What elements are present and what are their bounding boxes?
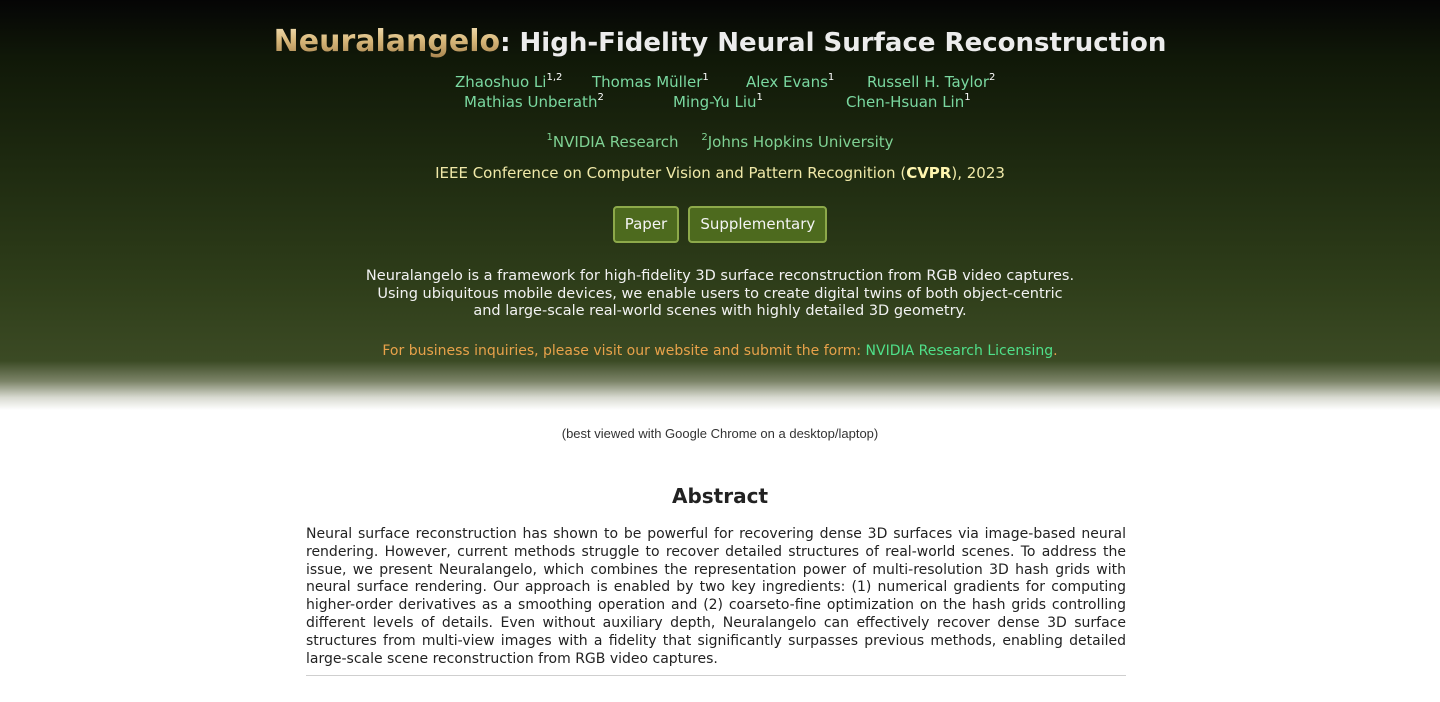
author-link-zhaoshuo-li[interactable]: Zhaoshuo Li$^{1,2}$: [455, 72, 563, 91]
title-rest: : High-Fidelity Neural Surface Reconstruction: [500, 28, 1167, 58]
venue-line: IEEE Conference on Computer Vision and Pattern Recognition (CVPR), 2023: [435, 164, 1005, 182]
author-link-russell-taylor[interactable]: Russell H. Taylor$^2$: [867, 72, 996, 91]
description-line: Neuralangelo is a framework for high-fidelity 3D surface reconstruction from RGB video captures.: [365, 268, 1075, 284]
description-line: and large-scale real-world scenes with highly detailed 3D geometry.: [473, 303, 967, 319]
project-description: [0, 268, 1440, 321]
author-link-ming-yu-liu[interactable]: Ming-Yu Liu$^1$: [673, 92, 763, 111]
author-link-chen-hsuan-lin[interactable]: Chen-Hsuan Lin$^1$: [846, 92, 971, 111]
author-link-alex-evans[interactable]: Alex Evans$^1$: [746, 72, 835, 91]
licensing-link[interactable]: NVIDIA Research Licensing: [865, 343, 1054, 359]
link-buttons: [0, 206, 1440, 243]
affiliations: [0, 133, 1440, 151]
abstract-text: Neural surface reconstruction has shown to be powerful for recovering dense 3D surfaces via image-based neural rendering. However, current methods struggle to recover detailed structures of real-world scenes. To address the issue, we present Neuralangelo, which combines the representation power of multi-resolution 3D hash grids with neural surface rendering. Our approach is enabled by two key ingredients: (1) numerical gradients for computing higher-order derivatives as a smoothing operation and (2) coarseto-fine optimization on the hash grids controlling different levels of details. Even without auxiliary depth, Neuralangelo can effectively recover dense 3D surface structures from multi-view images with a fidelity that significantly surpasses previous methods, enabling detailed large-scale scene reconstruction from RGB video captures.: [306, 526, 1126, 667]
venue-abbr: CVPR: [906, 164, 952, 182]
affiliation-nvidia: $^1$NVIDIA Research: [546, 132, 679, 151]
abstract-heading: Abstract: [671, 484, 769, 508]
title-brand: Neuralangelo: [273, 24, 501, 59]
supplementary-button[interactable]: Supplementary: [688, 206, 827, 243]
author-link-thomas-muller[interactable]: Thomas Müller$^1$: [592, 72, 709, 91]
author-link-mathias-unberath[interactable]: Mathias Unberath$^2$: [464, 92, 604, 111]
description-line: Using ubiquitous mobile devices, we enable users to create digital twins of both object-centric: [377, 285, 1063, 302]
business-inquiry: For business inquiries, please visit our website and submit the form: NVIDIA Research Licensing.: [382, 343, 1058, 359]
browser-note: (best viewed with Google Chrome on a desktop/laptop): [561, 426, 879, 441]
affiliation-jhu: $^2$Johns Hopkins University: [701, 132, 894, 151]
section-divider: [306, 675, 1126, 676]
paper-button[interactable]: Paper: [613, 206, 679, 243]
page-title: [0, 24, 1440, 61]
